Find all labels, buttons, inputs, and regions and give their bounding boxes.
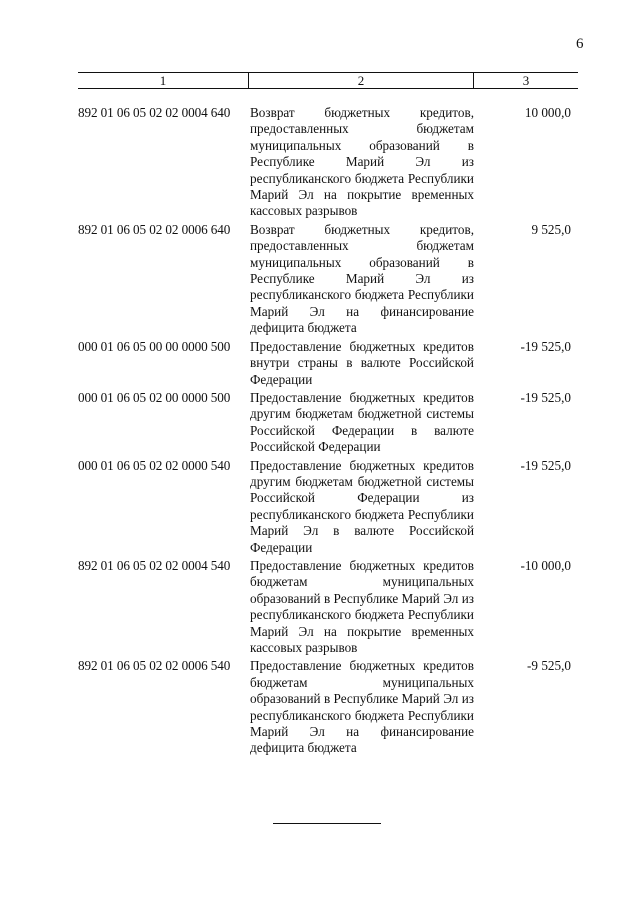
budget-code: 892 01 06 05 02 02 0006 640	[78, 221, 231, 237]
row-amount: -10 000,0	[520, 557, 571, 573]
table-body	[78, 105, 578, 757]
table-row	[78, 658, 578, 756]
row-amount: 9 525,0	[531, 221, 571, 237]
budget-code: 892 01 06 05 02 02 0004 540	[78, 557, 231, 573]
row-description: Предоставление бюджетных кредитов другим бюджетам бюджетной системы Российской Федерации в валюте Российской Федерации	[250, 389, 474, 455]
row-amount: 10 000,0	[524, 105, 571, 120]
table-row	[78, 458, 578, 556]
page-number: 6	[576, 36, 584, 52]
column-header-code: 1	[78, 73, 249, 88]
table-row	[78, 390, 578, 456]
budget-code: 000 01 06 05 02 02 0000 540	[78, 457, 231, 473]
column-header-description: 2	[249, 73, 474, 88]
closing-divider	[273, 823, 381, 824]
row-amount: -19 525,0	[520, 338, 571, 354]
row-description: Предоставление бюджетных кредитов другим бюджетам бюджетной системы Российской Федерации из республиканского бюджета Республики Марий Эл в валюте Российской Федерации	[250, 457, 474, 555]
row-description: Предоставление бюджетных кредитов внутри страны в валюте Российской Федерации	[250, 338, 474, 387]
row-amount: -19 525,0	[520, 389, 571, 405]
column-header-amount: 3	[522, 73, 530, 88]
budget-code: 000 01 06 05 02 00 0000 500	[78, 389, 231, 405]
budget-code: 892 01 06 05 02 02 0004 640	[78, 105, 231, 120]
row-description: Возврат бюджетных кредитов, предоставленных бюджетам муниципальных образований в Республике Марий Эл из республиканского бюджета Республики Марий Эл на финансирование дефицита бюджета	[250, 221, 474, 336]
table-row	[78, 558, 578, 656]
table-row	[78, 339, 578, 388]
table-row	[78, 222, 578, 337]
budget-code: 892 01 06 05 02 02 0006 540	[78, 658, 231, 674]
table-header	[78, 72, 578, 89]
table-row	[78, 105, 578, 220]
budget-table	[78, 72, 578, 759]
row-amount: -9 525,0	[527, 658, 571, 674]
row-amount: -19 525,0	[520, 457, 571, 473]
budget-code: 000 01 06 05 00 00 0000 500	[78, 338, 231, 354]
row-description: Возврат бюджетных кредитов, предоставленных бюджетам муниципальных образований в Республике Марий Эл из республиканского бюджета Республики Марий Эл на покрытие временных кассовых разрывов	[250, 105, 474, 219]
row-description: Предоставление бюджетных кредитов бюджетам муниципальных образований в Республике Марий Эл из республиканского бюджета Республики Марий Эл на покрытие временных кассовых разрывов	[250, 557, 474, 655]
row-description: Предоставление бюджетных кредитов бюджетам муниципальных образований в Республике Марий Эл из республиканского бюджета Республики Марий Эл на финансирование дефицита бюджета	[250, 658, 474, 756]
